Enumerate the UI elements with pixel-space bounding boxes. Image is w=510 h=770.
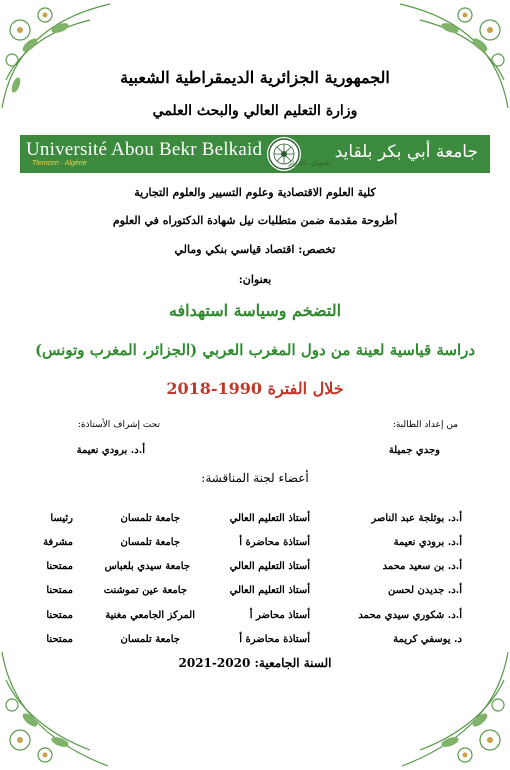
member-institution: جامعة عين تموشنت — [103, 585, 187, 596]
member-rank: أستاذ محاضر أ — [249, 610, 310, 621]
member-institution: جامعة تلمسان — [120, 513, 180, 524]
ornament-top-right-icon — [390, 0, 510, 110]
member-rank: أستاذ التعليم العالي — [229, 513, 310, 524]
academic-year: السنة الجامعية: 2020-2021 — [178, 656, 332, 670]
student-name: وجدي جميلة — [388, 445, 440, 456]
committee-title: أعضاء لجنة المناقشة: — [201, 471, 309, 485]
university-name-ar: جامعة أبي بكر بلقايد — [334, 142, 478, 162]
member-role: مشرفة — [43, 537, 73, 548]
supervisor-label: تحت إشراف الأستاذة: — [77, 420, 160, 430]
member-role: ممتحنا — [46, 561, 73, 572]
member-name: د. يوسفي كريمة — [393, 634, 462, 645]
member-institution: المركز الجامعي مغنية — [105, 610, 195, 621]
member-role: ممتحنا — [46, 610, 73, 621]
member-name: أ.د. بن سعيد محمد — [382, 561, 462, 572]
member-name: أ.د. جديدن لحسن — [388, 585, 462, 596]
member-institution: جامعة سيدي بلعباس — [104, 561, 190, 572]
seal-caption: تلمسان - الجزائر — [288, 160, 330, 167]
member-role: ممتحنا — [46, 585, 73, 596]
member-name: أ.د. شكوري سيدي محمد — [358, 610, 462, 621]
specialty: تخصص: اقتصاد قياسي بنكي ومالي — [174, 243, 336, 256]
faculty-name: كلية العلوم الاقتصادية وعلوم التسيير والعلوم التجارية — [134, 186, 376, 199]
university-city-fr: Tlemcen · Algérie — [32, 160, 87, 167]
ministry-heading: وزارة التعليم العالي والبحث العلمي — [152, 103, 358, 119]
ornament-top-left-icon — [0, 0, 120, 110]
republic-heading: الجمهورية الجزائرية الديمقراطية الشعبية — [120, 68, 390, 87]
university-banner — [20, 135, 490, 173]
titled-label: بعنوان: — [238, 273, 272, 286]
supervisor-name: أ.د. برودي نعيمة — [76, 445, 145, 456]
member-rank: أستاذة محاضرة أ — [239, 634, 310, 645]
member-rank: أستاذ التعليم العالي — [229, 585, 310, 596]
thesis-period: خلال الفترة 1990-2018 — [166, 379, 344, 398]
thesis-type: أطروحة مقدمة ضمن متطلبات نيل شهادة الدكتوراه في العلوم — [112, 214, 398, 227]
member-name: أ.د. برودي نعيمة — [393, 537, 462, 548]
member-institution: جامعة تلمسان — [120, 634, 180, 645]
member-name: أ.د. بوثلجة عبد الناصر — [371, 513, 462, 524]
member-role: رئيسا — [50, 513, 73, 524]
thesis-title-main: التضخم وسياسة استهدافه — [168, 301, 342, 320]
member-institution: جامعة تلمسان — [120, 537, 180, 548]
member-role: ممتحنا — [46, 634, 73, 645]
student-label: من إعداد الطالبة: — [392, 420, 458, 430]
member-rank: أستاذ التعليم العالي — [229, 561, 310, 572]
university-name-fr: Université Abou Bekr Belkaid — [26, 139, 263, 160]
thesis-title-sub: دراسة قياسية لعينة من دول المغرب العربي (الجزائر، المغرب وتونس) — [34, 341, 476, 359]
member-rank: أستاذة محاضرة أ — [239, 537, 310, 548]
